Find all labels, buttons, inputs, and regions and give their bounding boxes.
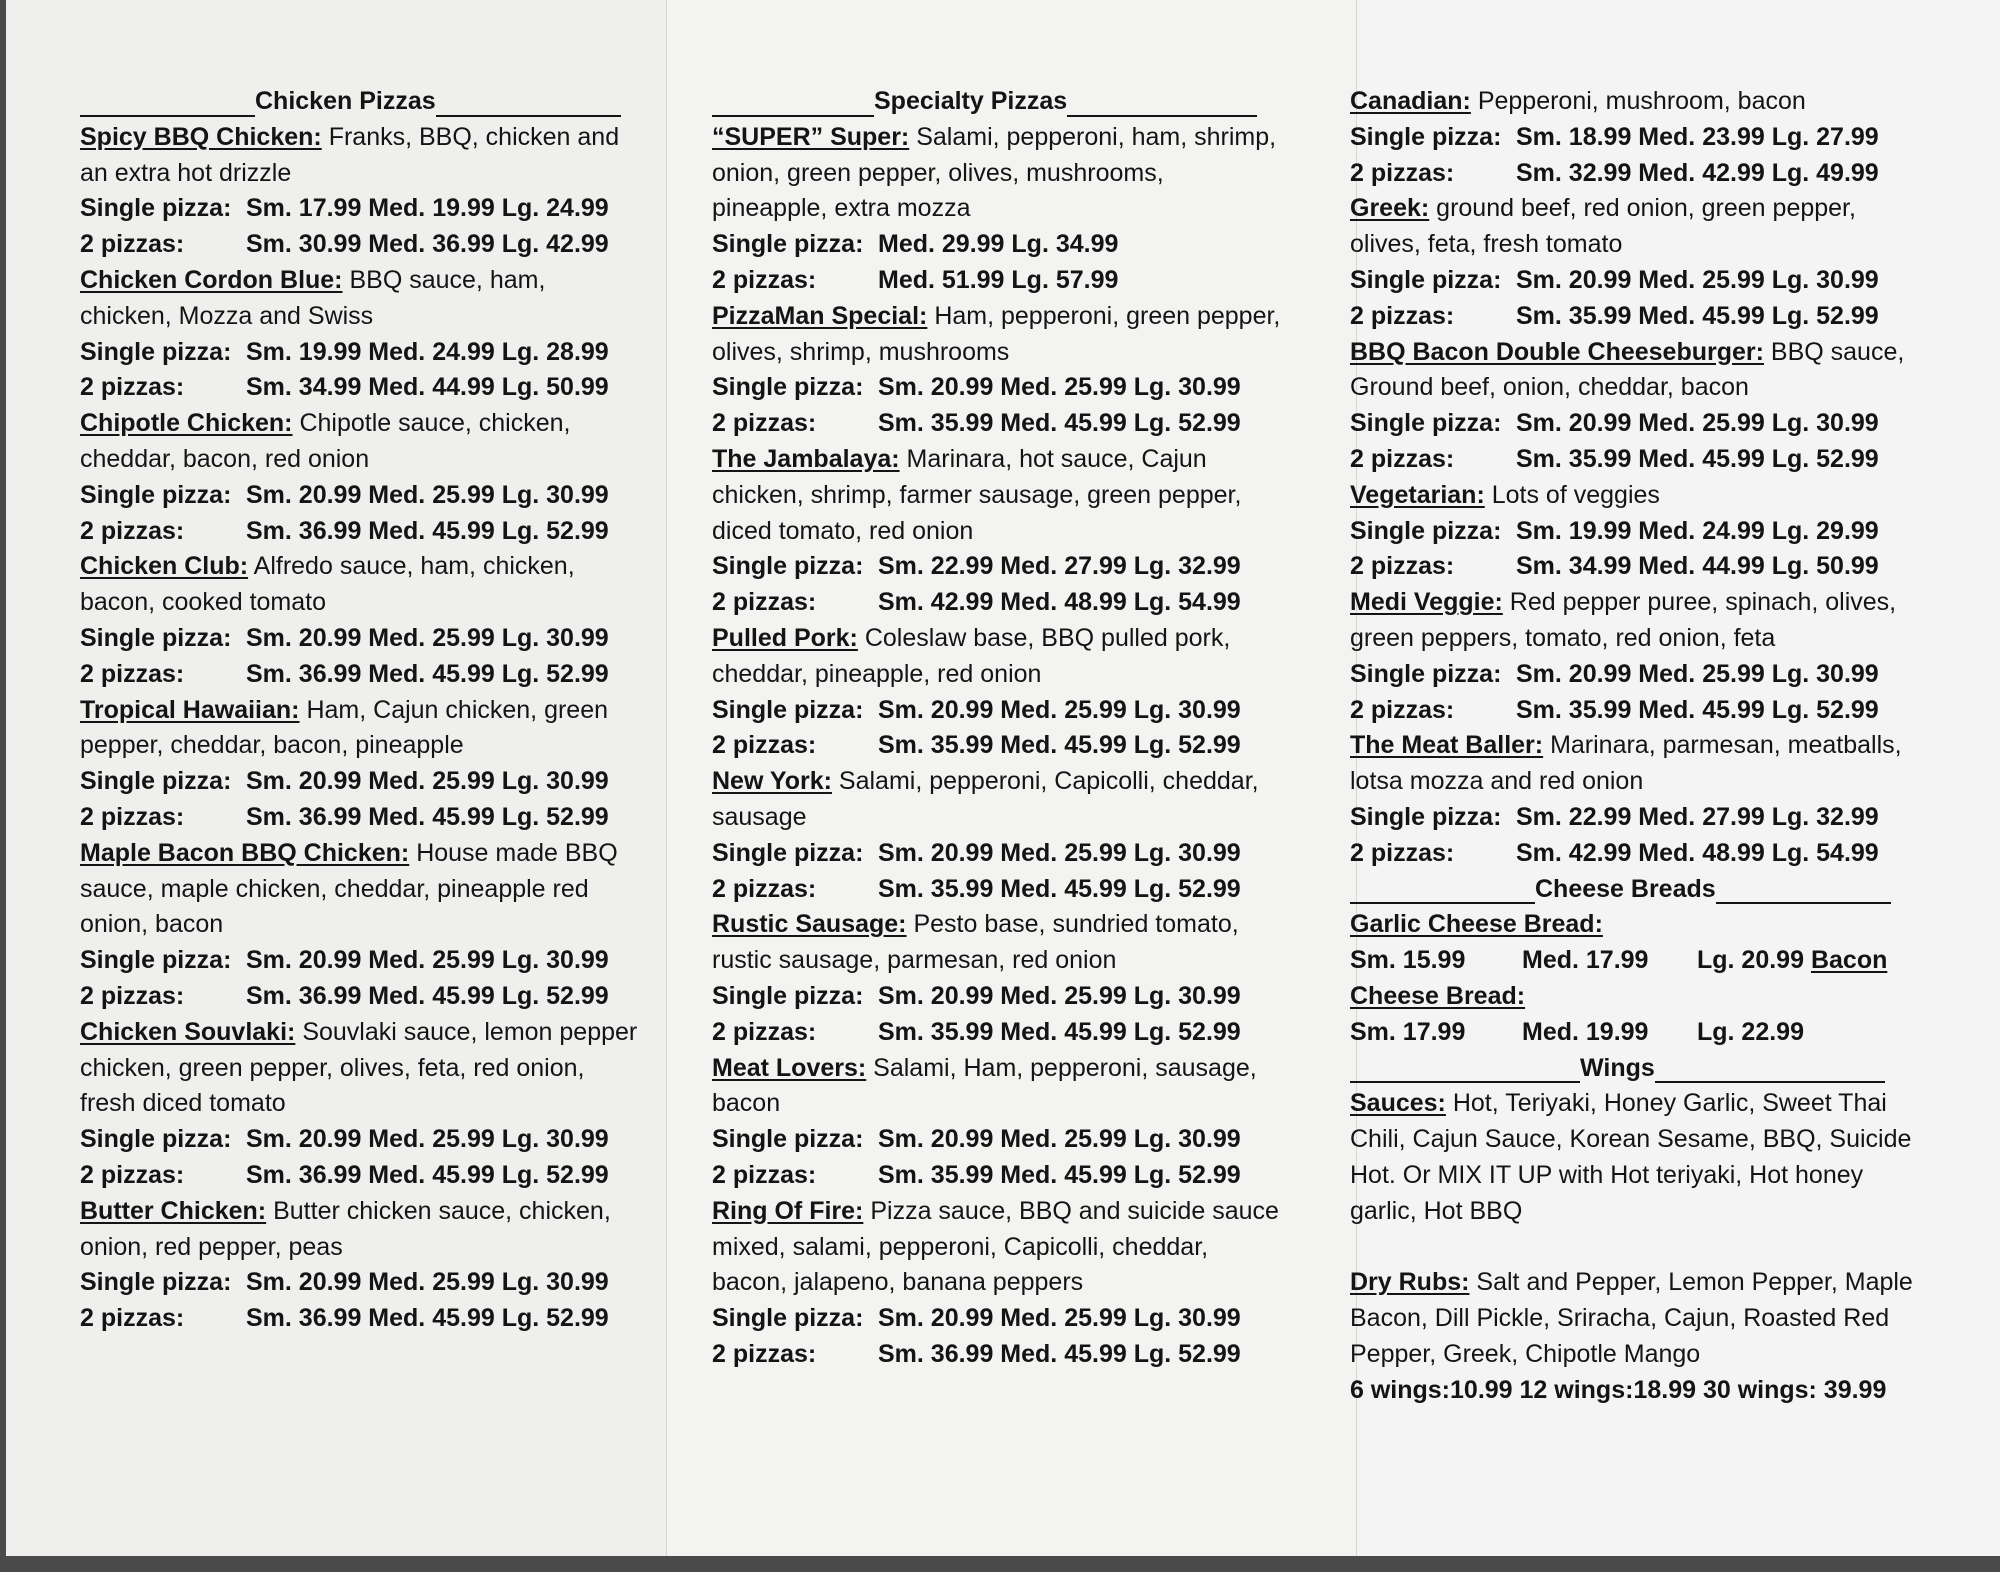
garlic-cheese-bread-name: Garlic Cheese Bread:: [1350, 910, 1603, 939]
price-label: 2 pizzas:: [1350, 158, 1455, 187]
menu-item: [1350, 728, 1925, 871]
menu-item-name: Medi Veggie:: [1350, 588, 1503, 617]
menu-item: [80, 406, 640, 549]
price-values: Sm. 30.99 Med. 36.99 Lg. 42.99: [246, 230, 609, 259]
menu-item-ingredients: Alfredo sauce, ham, chicken, bacon, cooked tomato: [80, 552, 575, 617]
two-pizzas-prices: [1350, 442, 1925, 478]
menu-item-description: [80, 263, 640, 335]
menu-item-name: Maple Bacon BBQ Chicken:: [80, 838, 410, 867]
price-values: Sm. 35.99 Med. 45.99 Lg. 52.99: [878, 409, 1241, 438]
menu-item-ingredients: Pizza sauce, BBQ and suicide sauce mixed, salami, pepperoni, Capicolli, cheddar, bacon, jalapeno, banana peppers: [712, 1196, 1279, 1297]
price-values: Sm. 20.99 Med. 25.99 Lg. 30.99: [1516, 265, 1879, 294]
menu-item-ingredients: Souvlaki sauce, lemon pepper chicken, green pepper, olives, feta, red onion, fresh diced tomato: [80, 1017, 638, 1118]
menu-item-description: [712, 764, 1282, 836]
price-values: Sm. 20.99 Med. 25.99 Lg. 30.99: [878, 838, 1241, 867]
single-pizza-prices: [80, 764, 640, 800]
wing-prices: 6 wings:10.99 12 wings:18.99 30 wings: 39.99: [1350, 1375, 1887, 1404]
menu-item-description: [712, 1194, 1282, 1301]
price-values: Sm. 22.99 Med. 27.99 Lg. 32.99: [1516, 802, 1879, 831]
price-label: Single pizza:: [1350, 802, 1502, 831]
price-values: Sm. 20.99 Med. 25.99 Lg. 30.99: [246, 480, 609, 509]
price-values: Sm. 20.99 Med. 25.99 Lg. 30.99: [246, 767, 609, 796]
price-values: Sm. 36.99 Med. 45.99 Lg. 52.99: [246, 1160, 609, 1189]
menu-item-name: Rustic Sausage:: [712, 910, 907, 939]
menu-item-ingredients: Lots of veggies: [1491, 480, 1660, 509]
price-label: Single pizza:: [712, 1125, 864, 1154]
menu-item-ingredients: Butter chicken sauce, chicken, onion, red pepper, peas: [80, 1196, 611, 1261]
price-values: Sm. 20.99 Med. 25.99 Lg. 30.99: [246, 946, 609, 975]
price-label: 2 pizzas:: [80, 981, 185, 1010]
price-label: 2 pizzas:: [712, 265, 817, 294]
menu-item-ingredients: Franks, BBQ, chicken and an extra hot drizzle: [80, 122, 620, 187]
price-values: Sm. 35.99 Med. 45.99 Lg. 52.99: [878, 874, 1241, 903]
specialty-pizzas-column: [712, 84, 1282, 1373]
menu-item-ingredients: Marinara, hot sauce, Cajun chicken, shrimp, farmer sausage, green pepper, diced tomato, red onion: [712, 444, 1242, 545]
single-pizza-prices: [1350, 514, 1925, 550]
menu-item-ingredients: Salami, pepperoni, ham, shrimp, onion, green pepper, olives, mushrooms, pineapple, extra mozza: [712, 122, 1277, 223]
two-pizzas-prices: [1350, 693, 1925, 729]
menu-item-name: Meat Lovers:: [712, 1053, 867, 1082]
two-pizzas-prices: [1350, 299, 1925, 335]
price-label: 2 pizzas:: [1350, 301, 1455, 330]
single-pizza-prices: [80, 335, 640, 371]
menu-item-description: [1350, 335, 1925, 407]
two-pizzas-prices: [712, 585, 1282, 621]
menu-item: [712, 1194, 1282, 1373]
right-column: [1350, 84, 1925, 1408]
price-label: 2 pizzas:: [80, 516, 185, 545]
price-values: Med. 51.99 Lg. 57.99: [878, 265, 1119, 294]
menu-item: [80, 120, 640, 263]
menu-item-name: The Meat Baller:: [1350, 731, 1544, 760]
menu-item: [712, 442, 1282, 621]
price-values: Sm. 36.99 Med. 45.99 Lg. 52.99: [246, 1304, 609, 1333]
price-values: Sm. 20.99 Med. 25.99 Lg. 30.99: [1516, 659, 1879, 688]
two-pizzas-prices: [712, 1015, 1282, 1051]
price-values: Sm. 42.99 Med. 48.99 Lg. 54.99: [878, 588, 1241, 617]
single-pizza-prices: [712, 1301, 1282, 1337]
price-label: Single pizza:: [712, 1304, 864, 1333]
menu-item-description: [1350, 84, 1925, 120]
single-pizza-prices: [1350, 263, 1925, 299]
price-label: 2 pizzas:: [80, 659, 185, 688]
menu-item: [712, 120, 1282, 299]
price-label: Single pizza:: [80, 946, 232, 975]
menu-item-name: Chicken Souvlaki:: [80, 1017, 296, 1046]
price-values: Sm. 35.99 Med. 45.99 Lg. 52.99: [878, 1017, 1241, 1046]
price-label: 2 pizzas:: [712, 409, 817, 438]
menu-item-description: [712, 621, 1282, 693]
price-values: Sm. 35.99 Med. 45.99 Lg. 52.99: [1516, 301, 1879, 330]
bacon-cheese-bread-prices: Sm. 17.99 Med. 19.99 Lg. 22.99: [1350, 1017, 1804, 1046]
garlic-cheese-bread-prices: Sm. 15.99 Med. 17.99 Lg. 20.99 Bacon: [1350, 946, 1888, 975]
price-values: Sm. 35.99 Med. 45.99 Lg. 52.99: [1516, 444, 1879, 473]
menu-item-name: Ring Of Fire:: [712, 1196, 864, 1225]
price-label: 2 pizzas:: [80, 373, 185, 402]
two-pizzas-prices: [80, 1158, 640, 1194]
two-pizzas-prices: [712, 1158, 1282, 1194]
price-label: 2 pizzas:: [1350, 444, 1455, 473]
price-values: Sm. 17.99 Med. 19.99 Lg. 24.99: [246, 194, 609, 223]
menu-item-description: [80, 549, 640, 621]
single-pizza-prices: [80, 1122, 640, 1158]
menu-item-description: [80, 1194, 640, 1266]
menu-item: [1350, 585, 1925, 728]
menu-item-description: [712, 299, 1282, 371]
price-values: Sm. 22.99 Med. 27.99 Lg. 32.99: [878, 552, 1241, 581]
price-label: Single pizza:: [712, 695, 864, 724]
price-label: Single pizza:: [1350, 409, 1502, 438]
menu-item-description: [1350, 191, 1925, 263]
menu-item-name: Vegetarian:: [1350, 480, 1485, 509]
price-label: 2 pizzas:: [80, 230, 185, 259]
menu-item-description: [1350, 728, 1925, 800]
menu-item: [80, 693, 640, 836]
price-label: Single pizza:: [80, 194, 232, 223]
fold-line-left: [666, 0, 667, 1556]
single-pizza-prices: [712, 979, 1282, 1015]
menu-item: [712, 764, 1282, 907]
price-values: Sm. 36.99 Med. 45.99 Lg. 52.99: [246, 981, 609, 1010]
price-values: Sm. 18.99 Med. 23.99 Lg. 27.99: [1516, 122, 1879, 151]
price-values: Sm. 20.99 Med. 25.99 Lg. 30.99: [246, 1125, 609, 1154]
section-heading-specialty-pizzas: Specialty Pizzas: [712, 84, 1282, 120]
single-pizza-prices: [80, 621, 640, 657]
price-values: Sm. 20.99 Med. 25.99 Lg. 30.99: [878, 981, 1241, 1010]
menu-item: [1350, 478, 1925, 585]
single-pizza-prices: [1350, 800, 1925, 836]
two-pizzas-prices: [712, 728, 1282, 764]
menu-item-name: Butter Chicken:: [80, 1196, 267, 1225]
menu-item-description: [712, 1051, 1282, 1123]
two-pizzas-prices: [80, 227, 640, 263]
single-pizza-prices: [712, 227, 1282, 263]
section-heading-wings: Wings: [1350, 1051, 1925, 1087]
menu-item-ingredients: Chipotle sauce, chicken, cheddar, bacon, red onion: [80, 409, 571, 473]
price-label: Single pizza:: [1350, 659, 1502, 688]
menu-item-description: [712, 442, 1282, 549]
menu-item: [712, 1051, 1282, 1194]
price-label: Single pizza:: [712, 838, 864, 867]
price-label: 2 pizzas:: [80, 802, 185, 831]
two-pizzas-prices: [712, 263, 1282, 299]
two-pizzas-prices: [80, 657, 640, 693]
price-values: Sm. 32.99 Med. 42.99 Lg. 49.99: [1516, 158, 1879, 187]
menu-item: [1350, 335, 1925, 478]
price-label: 2 pizzas:: [712, 874, 817, 903]
menu-item-name: New York:: [712, 767, 832, 796]
menu-item: [80, 549, 640, 692]
menu-item-description: [1350, 585, 1925, 657]
two-pizzas-prices: [1350, 836, 1925, 872]
price-values: Sm. 19.99 Med. 24.99 Lg. 28.99: [246, 337, 609, 366]
wing-dry-rubs: Dry Rubs: Salt and Pepper, Lemon Pepper, Maple Bacon, Dill Pickle, Sriracha, Cajun, Roasted Red Pepper, Greek, Chipotle Mango: [1350, 1268, 1913, 1368]
two-pizzas-prices: [80, 514, 640, 550]
menu-item-name: Greek:: [1350, 194, 1430, 223]
price-values: Sm. 36.99 Med. 45.99 Lg. 52.99: [246, 659, 609, 688]
price-values: Sm. 20.99 Med. 25.99 Lg. 30.99: [878, 1125, 1241, 1154]
price-label: 2 pizzas:: [1350, 552, 1455, 581]
price-label: Single pizza:: [80, 767, 232, 796]
menu-item-name: PizzaMan Special:: [712, 301, 928, 330]
menu-item-description: [712, 907, 1282, 979]
menu-item-name: Chicken Cordon Blue:: [80, 265, 343, 294]
two-pizzas-prices: [1350, 156, 1925, 192]
price-label: 2 pizzas:: [712, 731, 817, 760]
price-label: Single pizza:: [712, 373, 864, 402]
section-heading-cheese-breads: Cheese Breads: [1350, 872, 1925, 908]
price-label: 2 pizzas:: [712, 1160, 817, 1189]
price-label: Single pizza:: [1350, 265, 1502, 294]
menu-item-description: [80, 836, 640, 943]
price-values: Sm. 35.99 Med. 45.99 Lg. 52.99: [1516, 695, 1879, 724]
price-values: Sm. 20.99 Med. 25.99 Lg. 30.99: [878, 695, 1241, 724]
price-label: Single pizza:: [80, 1125, 232, 1154]
price-label: 2 pizzas:: [712, 588, 817, 617]
price-label: Single pizza:: [80, 337, 232, 366]
menu-item-name: Canadian:: [1350, 87, 1471, 115]
menu-item: [1350, 84, 1925, 191]
menu-item-ingredients: Ham, Cajun chicken, green pepper, cheddar, bacon, pineapple: [80, 695, 609, 760]
price-label: 2 pizzas:: [712, 1339, 817, 1368]
single-pizza-prices: [712, 836, 1282, 872]
single-pizza-prices: [80, 191, 640, 227]
price-label: Single pizza:: [1350, 122, 1502, 151]
price-label: Single pizza:: [712, 230, 864, 259]
price-label: Single pizza:: [712, 981, 864, 1010]
price-values: Sm. 20.99 Med. 25.99 Lg. 30.99: [1516, 409, 1879, 438]
menu-item: [1350, 191, 1925, 334]
menu-item-description: [80, 693, 640, 765]
price-values: Sm. 20.99 Med. 25.99 Lg. 30.99: [878, 1304, 1241, 1333]
price-label: 2 pizzas:: [80, 1160, 185, 1189]
single-pizza-prices: [712, 693, 1282, 729]
menu-item: [80, 1194, 640, 1337]
menu-item-ingredients: Salami, pepperoni, Capicolli, cheddar, sausage: [712, 767, 1259, 831]
wing-sauces: Sauces: Hot, Teriyaki, Honey Garlic, Sweet Thai Chili, Cajun Sauce, Korean Sesame, BBQ, Suicide Hot. Or MIX IT UP with Hot teriyaki, Hot honey garlic, Hot BBQ: [1350, 1089, 1912, 1225]
menu-item-name: Chicken Club:: [80, 552, 249, 581]
price-label: Single pizza:: [80, 480, 232, 509]
menu-item-ingredients: Marinara, parmesan, meatballs, lotsa mozza and red onion: [1350, 731, 1902, 796]
menu-item-ingredients: Pepperoni, mushroom, bacon: [1477, 87, 1806, 115]
price-values: Sm. 20.99 Med. 25.99 Lg. 30.99: [878, 373, 1241, 402]
price-values: Sm. 34.99 Med. 44.99 Lg. 50.99: [246, 373, 609, 402]
menu-item: [80, 263, 640, 406]
two-pizzas-prices: [712, 406, 1282, 442]
price-label: Single pizza:: [1350, 516, 1502, 545]
menu-item-description: [80, 120, 640, 192]
menu-item-name: Tropical Hawaiian:: [80, 695, 300, 724]
menu-item-description: [80, 406, 640, 478]
menu-item-ingredients: Pesto base, sundried tomato, rustic sausage, parmesan, red onion: [712, 910, 1239, 975]
menu-item-name: Pulled Pork:: [712, 623, 858, 652]
single-pizza-prices: [1350, 406, 1925, 442]
price-values: Sm. 35.99 Med. 45.99 Lg. 52.99: [878, 731, 1241, 760]
two-pizzas-prices: [712, 872, 1282, 908]
price-label: 2 pizzas:: [1350, 695, 1455, 724]
single-pizza-prices: [712, 370, 1282, 406]
price-values: Sm. 20.99 Med. 25.99 Lg. 30.99: [246, 1268, 609, 1297]
single-pizza-prices: [1350, 657, 1925, 693]
price-values: Sm. 35.99 Med. 45.99 Lg. 52.99: [878, 1160, 1241, 1189]
menu-item: [80, 1015, 640, 1194]
single-pizza-prices: [712, 1122, 1282, 1158]
two-pizzas-prices: [712, 1337, 1282, 1373]
bacon-cheese-bread-name: Cheese Bread:: [1350, 981, 1526, 1010]
menu-item-ingredients: ground beef, red onion, green pepper, olives, feta, fresh tomato: [1350, 194, 1856, 259]
price-values: Med. 29.99 Lg. 34.99: [878, 230, 1119, 259]
menu-item: [712, 299, 1282, 442]
menu-item-ingredients: BBQ sauce, Ground beef, onion, cheddar, bacon: [1350, 337, 1905, 402]
section-heading-chicken-pizzas: Chicken Pizzas: [80, 84, 640, 120]
menu-item-name: BBQ Bacon Double Cheeseburger:: [1350, 337, 1764, 366]
price-label: 2 pizzas:: [1350, 838, 1455, 867]
bacon-cheese-bread-name-part: Bacon: [1810, 946, 1888, 975]
two-pizzas-prices: [80, 370, 640, 406]
menu-item-ingredients: BBQ sauce, ham, chicken, Mozza and Swiss: [80, 265, 546, 330]
two-pizzas-prices: [80, 979, 640, 1015]
menu-item-name: Chipotle Chicken:: [80, 409, 293, 438]
single-pizza-prices: [80, 1265, 640, 1301]
menu-item-description: [1350, 478, 1925, 514]
price-label: Single pizza:: [80, 623, 232, 652]
single-pizza-prices: [80, 943, 640, 979]
two-pizzas-prices: [80, 800, 640, 836]
chicken-pizzas-column: [80, 84, 640, 1337]
menu-item-ingredients: Red pepper puree, spinach, olives, green peppers, tomato, red onion, feta: [1350, 588, 1897, 652]
menu-item-ingredients: Salami, Ham, pepperoni, sausage, bacon: [712, 1053, 1257, 1118]
menu-item-name: The Jambalaya:: [712, 444, 900, 473]
price-label: 2 pizzas:: [712, 1017, 817, 1046]
menu-item-description: [712, 120, 1282, 227]
menu-item-ingredients: Ham, pepperoni, green pepper, olives, shrimp, mushrooms: [712, 301, 1281, 366]
price-values: Sm. 36.99 Med. 45.99 Lg. 52.99: [246, 802, 609, 831]
price-label: Single pizza:: [80, 1268, 232, 1297]
menu-item: [712, 907, 1282, 1050]
price-values: Sm. 36.99 Med. 45.99 Lg. 52.99: [246, 516, 609, 545]
price-values: Sm. 34.99 Med. 44.99 Lg. 50.99: [1516, 552, 1879, 581]
price-values: Sm. 36.99 Med. 45.99 Lg. 52.99: [878, 1339, 1241, 1368]
single-pizza-prices: [80, 478, 640, 514]
price-label: 2 pizzas:: [80, 1304, 185, 1333]
menu-item-description: [80, 1015, 640, 1122]
price-label: Single pizza:: [712, 552, 864, 581]
menu-item-ingredients: Coleslaw base, BBQ pulled pork, cheddar, pineapple, red onion: [712, 623, 1231, 688]
single-pizza-prices: [712, 549, 1282, 585]
menu-item: [80, 836, 640, 1015]
price-values: Sm. 42.99 Med. 48.99 Lg. 54.99: [1516, 838, 1879, 867]
menu-item: [712, 621, 1282, 764]
menu-item-name: Spicy BBQ Chicken:: [80, 122, 322, 151]
menu-item-ingredients: House made BBQ sauce, maple chicken, cheddar, pineapple red onion, bacon: [80, 838, 618, 939]
menu-item-name: “SUPER” Super:: [712, 122, 910, 151]
price-values: Sm. 20.99 Med. 25.99 Lg. 30.99: [246, 623, 609, 652]
single-pizza-prices: [1350, 120, 1925, 156]
two-pizzas-prices: [80, 1301, 640, 1337]
two-pizzas-prices: [1350, 549, 1925, 585]
price-values: Sm. 19.99 Med. 24.99 Lg. 29.99: [1516, 516, 1879, 545]
